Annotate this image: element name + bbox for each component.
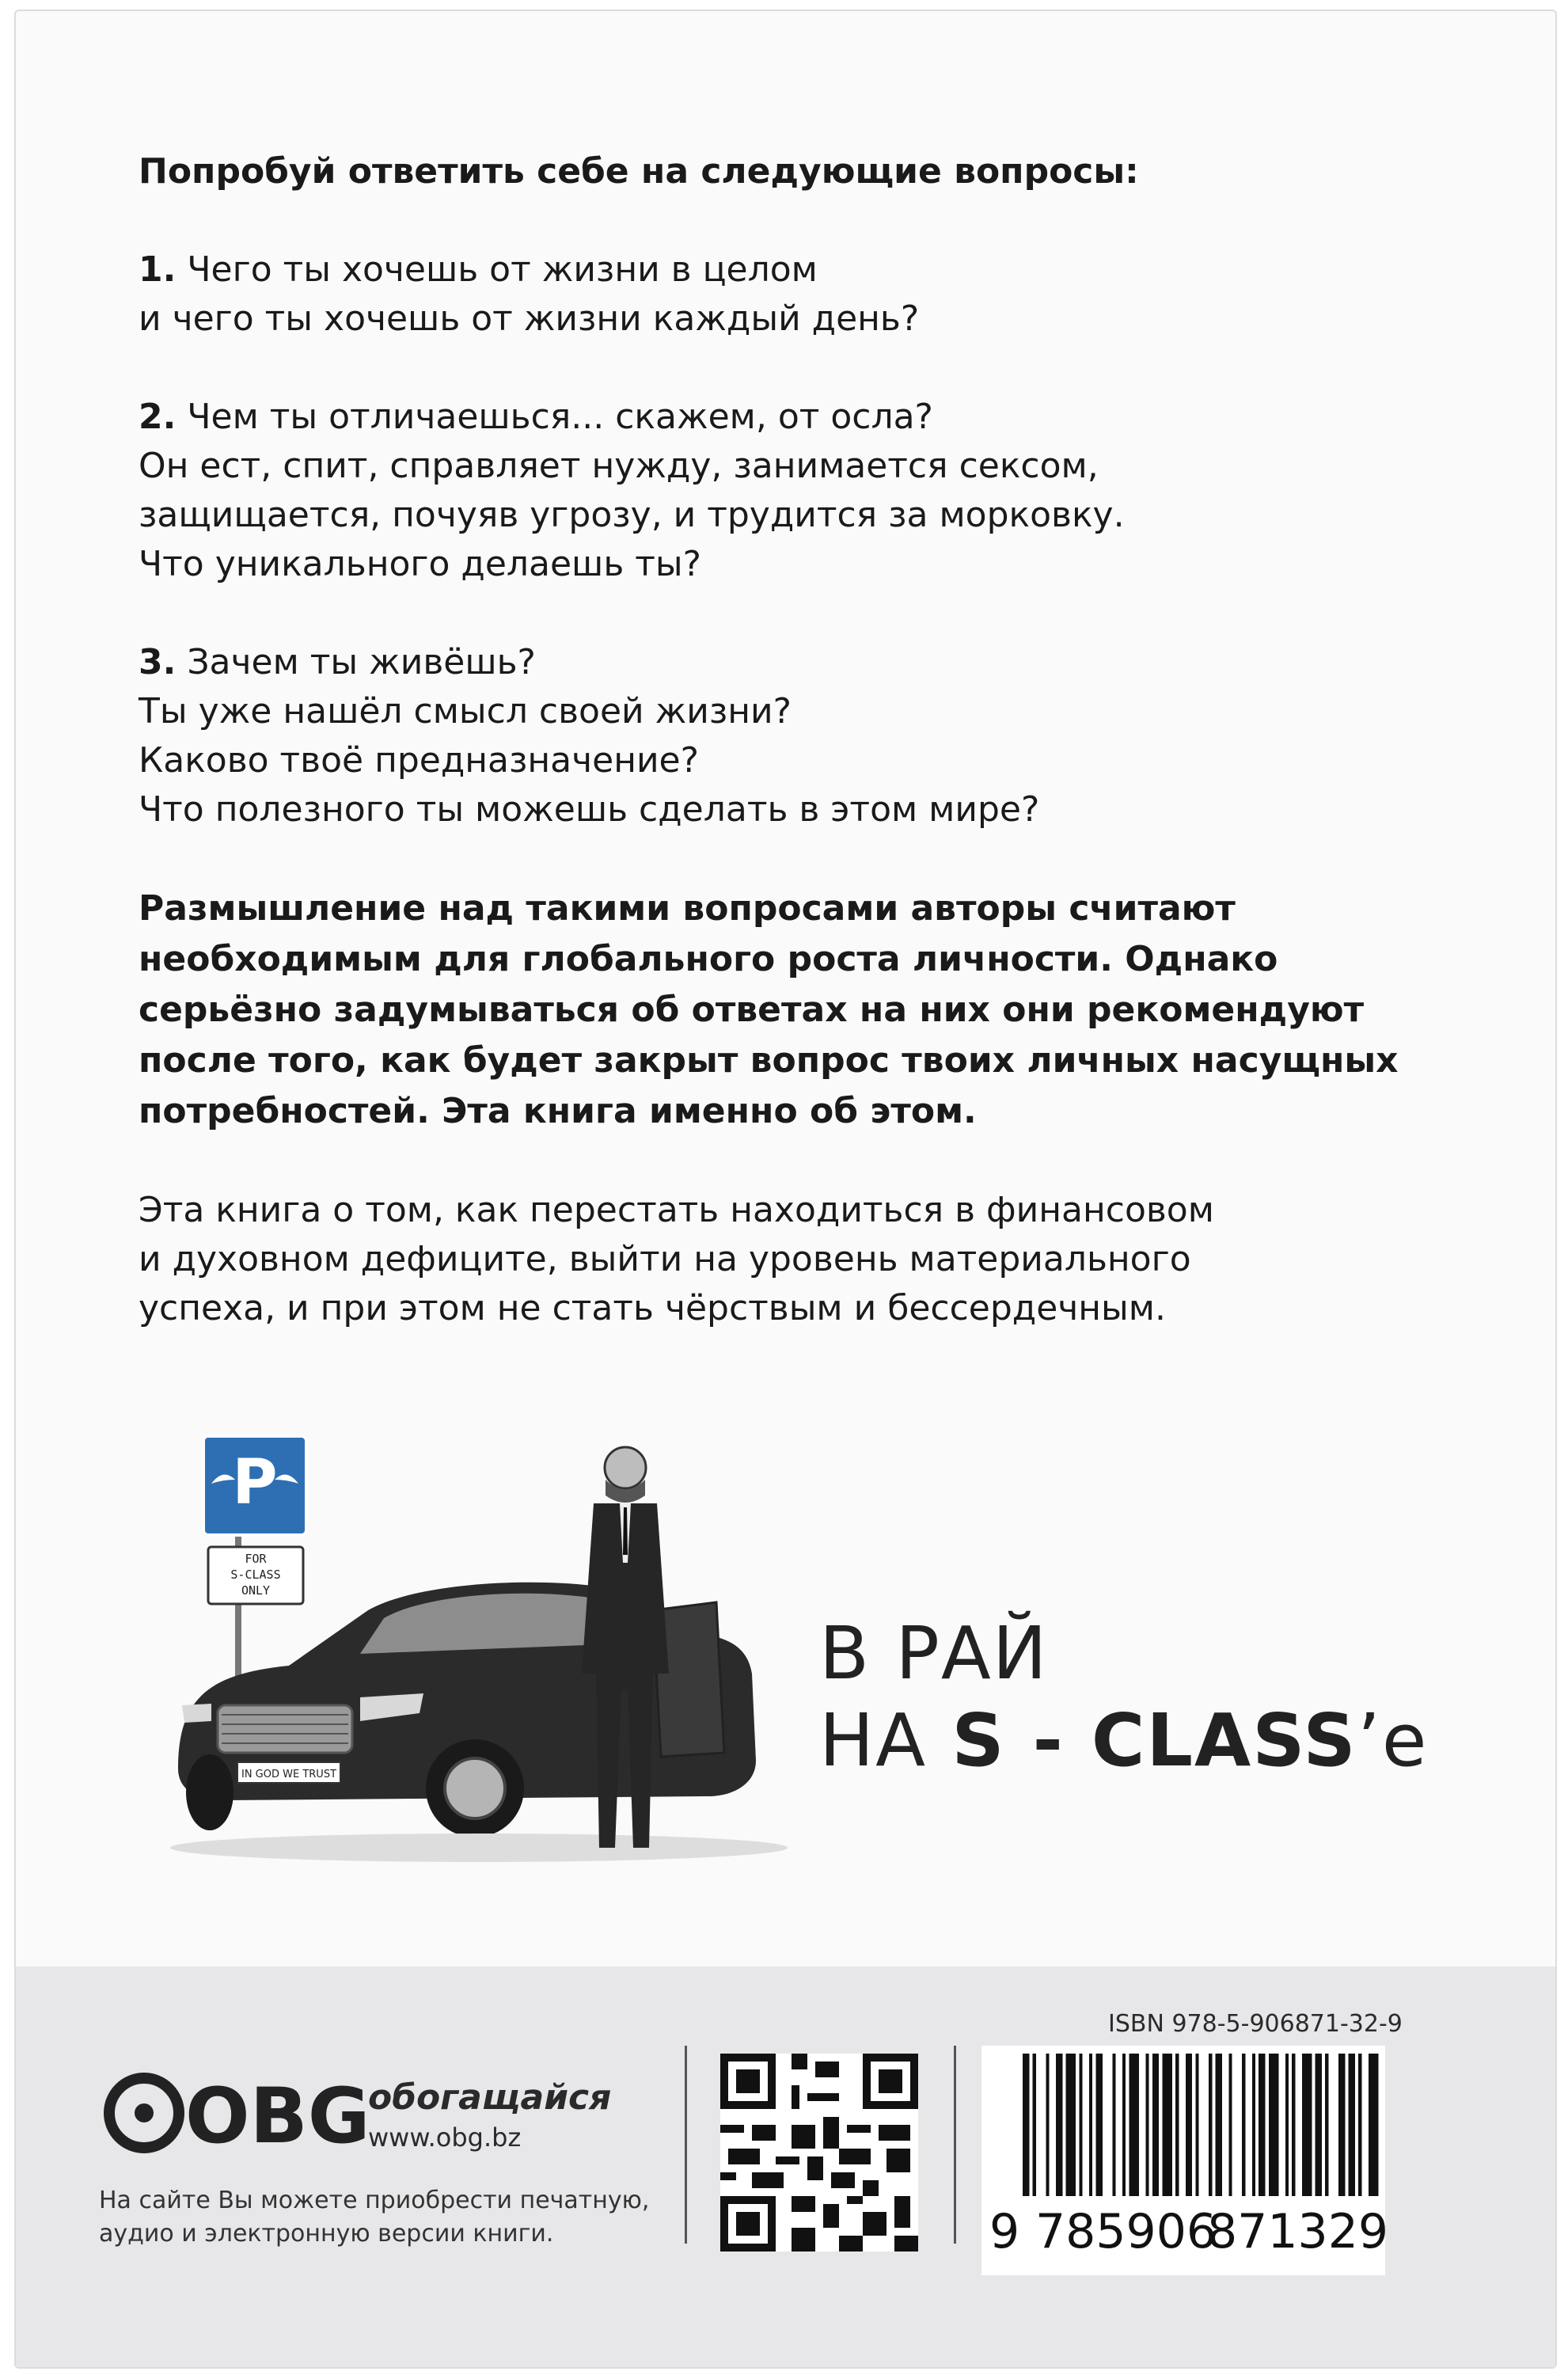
question-2-line-1 [139, 393, 1437, 442]
question-3-text: Зачем ты живёшь? [187, 642, 536, 682]
sign-text-line-3: ONLY [241, 1583, 271, 1598]
question-2-line-3: защищается, почуяв угрозу, и трудится за морковку. [139, 495, 1125, 535]
parking-letter: P [232, 1447, 278, 1518]
website-link[interactable]: www.obg.bz [368, 2122, 522, 2153]
question-2-line-2: Он ест, спит, справляет нужду, занимается сексом, [139, 446, 1099, 486]
isbn-number: ISBN 978-5-906871-32-9 [1108, 2010, 1403, 2038]
barcode-bar [1325, 2054, 1328, 2200]
barcode-bar [1316, 2054, 1322, 2200]
book-title-line-1: В РАЙ [819, 1611, 1049, 1696]
qr-code-icon [720, 2054, 918, 2252]
barcode-bar [1023, 2054, 1029, 2200]
barcode-bar [1089, 2054, 1092, 2200]
obg-logo [103, 2069, 370, 2160]
bold-paragraph-line: серьёзно задумываться об ответах на них они рекомендуют [139, 990, 1365, 1030]
barcode-bar [1259, 2054, 1265, 2200]
barcode-bar [1369, 2054, 1379, 2200]
plain-paragraph-line: Эта книга о том, как перестать находиться в финансовом [139, 1190, 1214, 1230]
license-plate-text: IN GOD WE TRUST [241, 1769, 337, 1780]
obg-logo-text: OBG [185, 2072, 370, 2160]
book-title-line-2 [819, 1697, 1428, 1784]
car-shadow [170, 1834, 788, 1862]
barcode-bar [1033, 2054, 1036, 2200]
man-head [605, 1447, 646, 1488]
questions-block [139, 147, 1437, 1333]
book-title [819, 1610, 1428, 1784]
question-3-line-2: Ты уже нашёл смысл своей жизни? [139, 691, 792, 732]
barcode-bar [1228, 2054, 1232, 2200]
car-illustration [162, 1436, 843, 1879]
barcode-bar [1349, 2054, 1355, 2200]
barcode-bar [1302, 2054, 1312, 2200]
book-title-suffix: ’е [1357, 1698, 1429, 1783]
barcode-bar [1162, 2054, 1172, 2200]
sign-text-line-1: FOR [245, 1552, 267, 1566]
barcode-digit-group: 871329 [1207, 2204, 1389, 2259]
barcode-bar [1112, 2054, 1115, 2200]
bold-paragraph-line: потребностей. Эта книга именно об этом. [139, 1091, 977, 1131]
question-3-line-4: Что полезного ты можешь сделать в этом мире? [139, 789, 1040, 830]
bold-paragraph-line: после того, как будет закрыт вопрос твоих личных насущных [139, 1040, 1399, 1081]
purchase-note-line-2: аудио и электронную версии книги. [99, 2220, 554, 2248]
barcode-bar [1285, 2054, 1289, 2200]
barcode-digit-group: 785906 [1035, 2204, 1217, 2259]
bold-paragraph-line: Размышление над такими вопросами авторы считают [139, 888, 1236, 929]
barcode-bar [1122, 2054, 1126, 2200]
question-1-line-2: и чего ты хочешь от жизни каждый день? [139, 298, 920, 339]
man-tie [623, 1507, 628, 1555]
plain-paragraph-line: успеха, и при этом не стать чёрствым и бессердечным. [139, 1288, 1166, 1328]
divider [685, 2046, 687, 2244]
question-3-number: 3. [139, 642, 177, 682]
purchase-note-line-1: На сайте Вы можете приобрести печатную, [99, 2187, 650, 2214]
book-back-cover [14, 10, 1557, 2369]
barcode-bar [1269, 2054, 1279, 2200]
purchase-note [99, 2184, 716, 2251]
book-title-s-class: S - CLASS [951, 1698, 1357, 1783]
barcode-bar [1079, 2054, 1082, 2200]
question-1-text: Чего ты хочешь от жизни в целом [187, 249, 818, 290]
barcode-bar [1056, 2054, 1062, 2200]
barcode-bar [1129, 2054, 1139, 2200]
question-1-line-1 [139, 245, 1437, 294]
barcode-bar [1358, 2054, 1361, 2200]
question-2-number: 2. [139, 397, 177, 437]
question-2-line-4: Что уникального делаешь ты? [139, 544, 701, 584]
question-2-text: Чем ты отличаешься... скажем, от осла? [187, 397, 933, 437]
barcode-bar [1145, 2054, 1148, 2200]
questions-heading: Попробуй ответить себе на следующие вопросы: [139, 151, 1139, 192]
wheel-rim [445, 1758, 505, 1818]
plain-paragraph-line: и духовном дефиците, выйти на уровень материального [139, 1239, 1191, 1279]
barcode-bar [1046, 2054, 1049, 2200]
car-grille [218, 1705, 352, 1753]
footer-band [16, 1966, 1555, 2367]
barcode-bar [1242, 2054, 1245, 2200]
barcode-bar [1095, 2054, 1102, 2200]
book-title-prefix: НА [819, 1698, 952, 1783]
sign-text-line-2: S-CLASS [230, 1568, 281, 1582]
barcode-bar [1292, 2054, 1295, 2200]
wheel [186, 1754, 233, 1830]
question-3-line-3: Каково твоё предназначение? [139, 740, 699, 781]
question-1-number: 1. [139, 249, 177, 290]
bold-paragraph-line: необходимым для глобального роста личности. Однако [139, 939, 1278, 979]
barcode-digits [981, 2196, 1389, 2267]
barcode-bar [1338, 2054, 1345, 2200]
headlight [182, 1704, 211, 1723]
barcode-bar [1175, 2054, 1179, 2200]
barcode-digit-group: 9 [989, 2204, 1020, 2259]
barcode-bar [1252, 2054, 1255, 2200]
divider [954, 2046, 956, 2244]
barcode-bar [1186, 2054, 1192, 2200]
barcode-bar [1066, 2054, 1076, 2200]
barcode-bar [1195, 2054, 1198, 2200]
brand-name: обогащайся [368, 2077, 612, 2118]
barcode-bar [1152, 2054, 1159, 2200]
barcode-bar [1216, 2054, 1222, 2200]
question-3-line-1 [139, 638, 1437, 687]
barcode-bar [1209, 2054, 1212, 2200]
